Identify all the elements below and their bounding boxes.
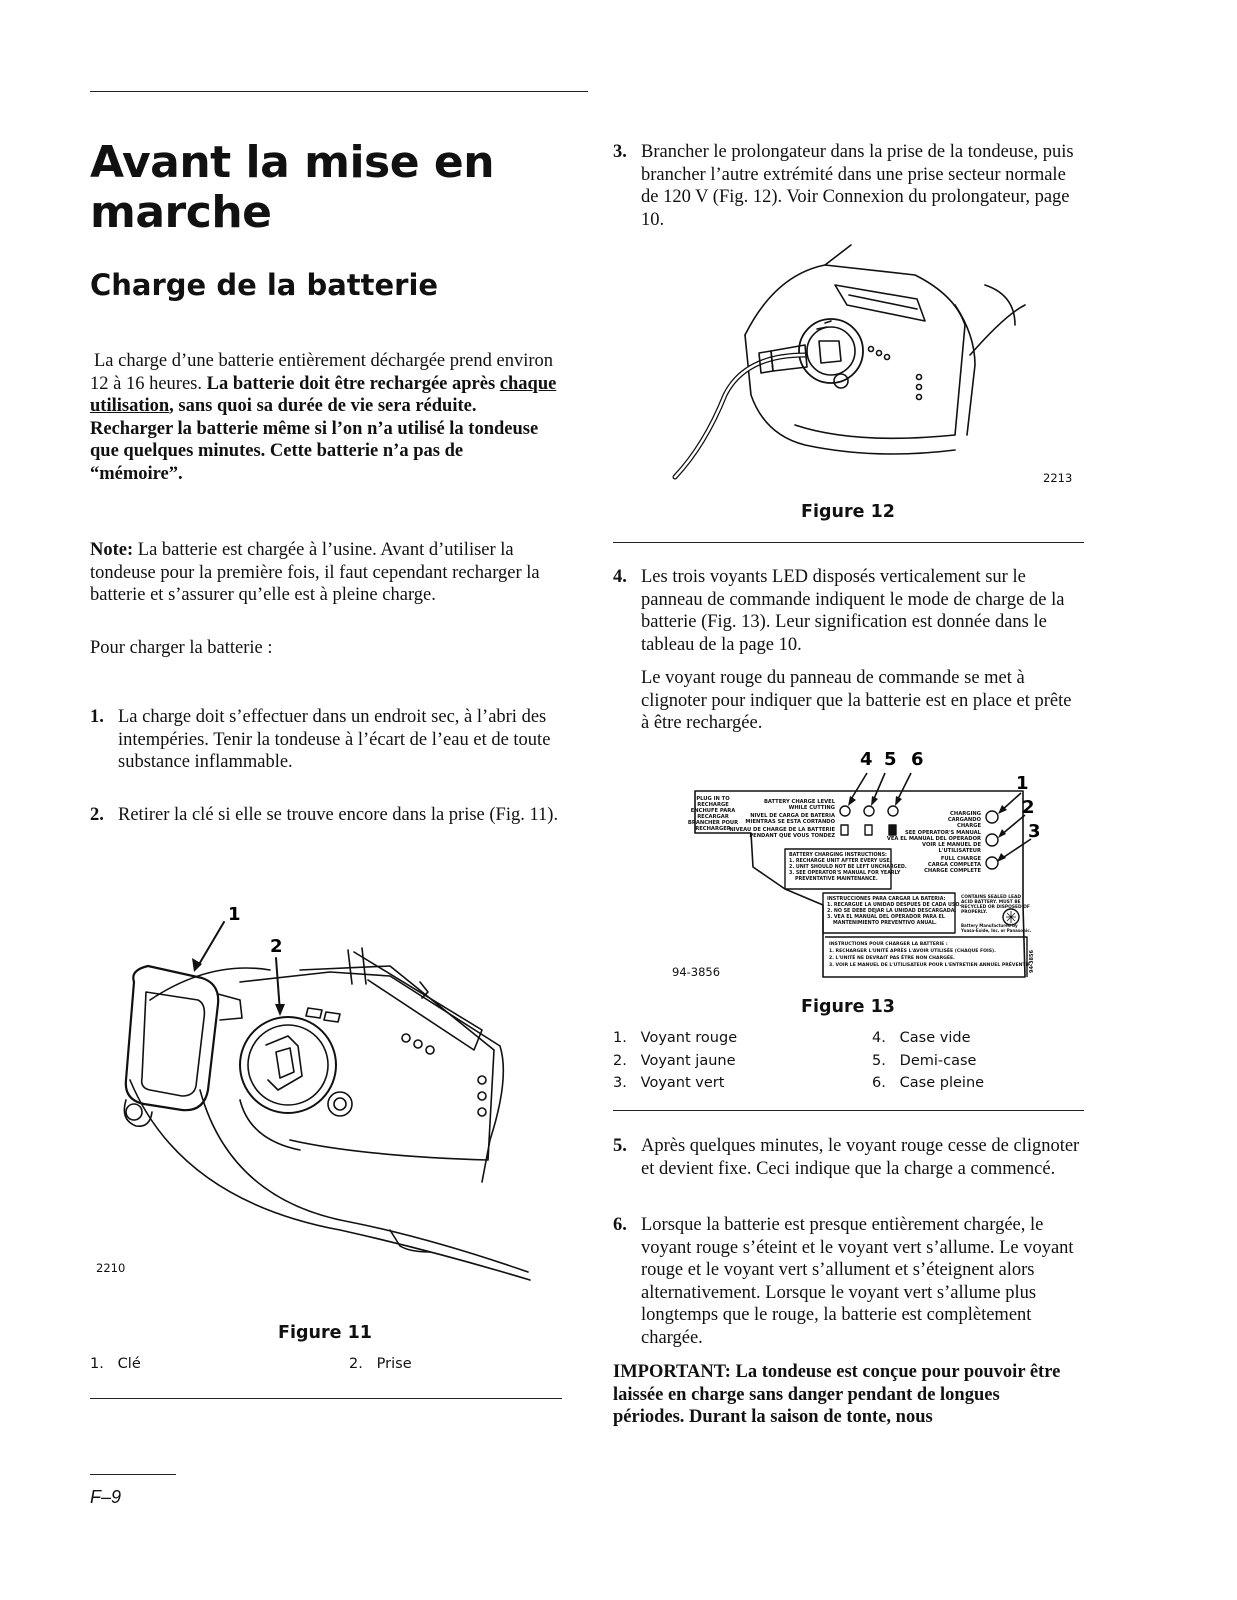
svg-text:PROPERLY.: PROPERLY. <box>961 910 988 915</box>
legend-number: 4. <box>872 1030 886 1046</box>
figure-13-id: 94-3856 <box>672 965 721 979</box>
figure-11-caption: Figure 11 <box>278 1323 372 1343</box>
fig13-callout-4: 4 <box>860 749 873 770</box>
step-number: 6. <box>613 1215 627 1235</box>
svg-text:PENDANT QUE VOUS TONDEZ: PENDANT QUE VOUS TONDEZ <box>749 833 835 839</box>
svg-text:VOIR LE MANUEL DE: VOIR LE MANUEL DE <box>922 842 981 848</box>
important-paragraph: IMPORTANT: La tondeuse est conçue pour pouvoir être laissée en charge sans danger pendant de longues périodes. Durant la saison de tonte, nous <box>613 1362 1061 1427</box>
legend-number: 6. <box>872 1075 886 1091</box>
fig13-bottom-rule <box>613 1110 1084 1111</box>
svg-text:FULL CHARGE: FULL CHARGE <box>940 856 981 862</box>
svg-text:INSTRUCCIONES PARA CARGAR LA B: INSTRUCCIONES PARA CARGAR LA BATERIA: <box>827 897 946 902</box>
legend-label: Voyant jaune <box>640 1052 736 1069</box>
fig13-legend-item <box>872 1050 1082 1073</box>
svg-text:CARGANDO: CARGANDO <box>947 817 981 823</box>
svg-text:PREVENTATIVE MAINTENANCE.: PREVENTATIVE MAINTENANCE. <box>795 877 878 882</box>
svg-text:CHARGING: CHARGING <box>950 811 981 817</box>
svg-text:3. VEA EL MANUAL DEL OPERADOR: 3. VEA EL MANUAL DEL OPERADOR PARA EL <box>827 915 945 920</box>
svg-text:RECHARGE: RECHARGE <box>697 802 729 808</box>
step-number: 4. <box>613 567 627 587</box>
step-3 <box>613 141 1083 233</box>
svg-text:BRANCHER POUR: BRANCHER POUR <box>687 820 739 826</box>
svg-text:RECARGAR: RECARGAR <box>697 814 729 820</box>
svg-text:CARGA COMPLETA: CARGA COMPLETA <box>927 862 981 868</box>
step-number: 2. <box>90 805 104 825</box>
svg-text:BATTERY CHARGE LEVEL: BATTERY CHARGE LEVEL <box>763 799 835 805</box>
figure-13-caption: Figure 13 <box>801 997 895 1017</box>
legend-label: Case pleine <box>899 1075 985 1091</box>
fig11-bottom-rule <box>90 1398 562 1399</box>
intro-bold-a: La batterie doit être rechargée après <box>206 373 500 394</box>
step-2 <box>90 804 560 852</box>
svg-text:PLUG IN TO: PLUG IN TO <box>696 796 730 802</box>
svg-text:WHILE CUTTING: WHILE CUTTING <box>788 805 835 811</box>
intro-bold-b: , sans quoi sa durée de vie sera réduite. Recharger la batterie même si l’on n’a utilisé la tondeuse que quelques minutes. Cette batterie n’a pas de “mémoire”. <box>90 396 539 484</box>
svg-text:3. SEE OPERATOR'S MANUAL FOR Y: 3. SEE OPERATOR'S MANUAL FOR YEARLY <box>789 871 901 876</box>
svg-text:1. RECARGUE LA UNIDAD DESPUES: 1. RECARGUE LA UNIDAD DESPUES DE CADA USO. <box>827 903 962 908</box>
fig13-callout-5: 5 <box>884 749 897 770</box>
fig11-callout-2: 2 <box>270 936 283 957</box>
fig13-legend-item <box>613 1027 833 1050</box>
svg-text:CHARGE COMPLETE: CHARGE COMPLETE <box>924 868 981 874</box>
svg-text:ACID BATTERY. MUST BE: ACID BATTERY. MUST BE <box>961 900 1021 905</box>
fig11-callout-1: 1 <box>228 904 241 925</box>
intro-plain: La charge d’une batterie entièrement déchargée prend environ 12 à 16 heures. <box>90 351 554 394</box>
svg-text:CHARGE: CHARGE <box>957 823 981 829</box>
decal-instructions-fr <box>829 941 1032 968</box>
top-rule <box>90 91 588 92</box>
page-number: F–9 <box>90 1487 122 1507</box>
svg-text:2. UNIT SHOULD NOT BE LEFT UNC: 2. UNIT SHOULD NOT BE LEFT UNCHARGED. <box>789 865 907 870</box>
fig13-legend-right <box>872 1027 1082 1095</box>
step-number: 5. <box>613 1136 627 1156</box>
figure-11-illustration <box>90 900 560 1290</box>
svg-text:BATTERY CHARGING INSTRUCTIONS:: BATTERY CHARGING INSTRUCTIONS: <box>789 853 887 858</box>
fig13-legend-item <box>872 1027 1082 1050</box>
legend-number: 3. <box>613 1075 627 1091</box>
fig13-callout-6: 6 <box>911 749 924 770</box>
note-label: Note: <box>90 540 134 560</box>
figure-11-id: 2210 <box>96 1261 126 1275</box>
svg-text:Battery Manufactured by: Battery Manufactured by <box>961 923 1018 928</box>
step-6 <box>613 1214 1083 1352</box>
svg-text:1. RECHARGE UNIT AFTER EVERY U: 1. RECHARGE UNIT AFTER EVERY USE. <box>789 859 892 864</box>
step-text: Lorsque la batterie est presque entièrement chargée, le voyant rouge s’éteint et le voyant vert s’allume. Le voyant rouge et le voyant vert s’allument et s’éteignent alors alternativement. Lorsque le voyant vert s’allume plus longtemps que le rouge, la batterie est complètement chargée. <box>641 1215 1074 1348</box>
svg-text:3. VOIR LE MANUEL DE L'UTILISA: 3. VOIR LE MANUEL DE L'UTILISATEUR POUR L'ENTRETIEN ANNUEL PRÉVENTIF. <box>829 963 1032 968</box>
step-text: Les trois voyants LED disposés verticalement sur le panneau de commande indiquent le mode de charge de la batterie (Fig. 13). Leur signification est donnée dans le tableau de la page 10. <box>641 567 1065 655</box>
step-text: La charge doit s’effectuer dans un endroit sec, à l’abri des intempéries. Tenir la tondeuse à l’écart de l’eau et de toute substance inflammable. <box>118 707 551 772</box>
svg-text:RECHARGER: RECHARGER <box>695 826 731 832</box>
figure-12-illustration <box>655 245 1075 485</box>
fig12-bottom-rule <box>613 542 1084 543</box>
section-heading: Charge de la batterie <box>90 268 439 302</box>
decal-full-charge <box>924 856 981 874</box>
step-text: Après quelques minutes, le voyant rouge cesse de clignoter et devient fixe. Ceci indique que la charge a commencé. <box>641 1136 1080 1179</box>
fig13-callout-1: 1 <box>1016 773 1029 794</box>
fig13-legend-item <box>613 1050 833 1073</box>
legend-number: 1. <box>613 1030 627 1046</box>
figure-12-caption: Figure 12 <box>801 502 895 522</box>
figure-13-illustration <box>655 745 1075 985</box>
legend-label: Voyant vert <box>640 1075 725 1091</box>
decal-part-number: 94-3856 <box>1029 950 1035 973</box>
step-number: 3. <box>613 142 627 162</box>
legend-label: Case vide <box>899 1030 971 1046</box>
fig11-legend-item <box>90 1353 141 1376</box>
svg-text:1. RECHARGER L'UNITÉ APRÈS L'A: 1. RECHARGER L'UNITÉ APRÈS L'AVOIR UTILISÉE (CHAQUE FOIS). <box>829 949 996 954</box>
fig13-legend-item <box>613 1072 833 1095</box>
fig13-callout-3: 3 <box>1028 821 1041 842</box>
figure-12-id: 2213 <box>1043 471 1073 485</box>
svg-text:SEE OPERATOR'S MANUAL: SEE OPERATOR'S MANUAL <box>905 830 981 836</box>
step-1 <box>90 706 560 776</box>
legend-label: Demi-case <box>899 1052 977 1069</box>
step-text: Retirer la clé si elle se trouve encore dans la prise (Fig. 11). <box>118 805 559 825</box>
svg-text:L'UTILISATEUR: L'UTILISATEUR <box>938 848 981 854</box>
decal-see-manual <box>887 830 982 854</box>
step-number: 1. <box>90 707 104 727</box>
fig13-callout-2: 2 <box>1022 797 1035 818</box>
legend-number: 5. <box>872 1052 886 1069</box>
step-5 <box>613 1135 1083 1205</box>
svg-text:MIENTRAS SE ESTA CORTANDO: MIENTRAS SE ESTA CORTANDO <box>745 819 835 825</box>
legend-label: Voyant rouge <box>640 1030 738 1046</box>
svg-text:ENCHUFE PARA: ENCHUFE PARA <box>690 808 736 814</box>
note-paragraph <box>90 539 560 607</box>
step-4 <box>613 566 1083 733</box>
step-text: Brancher le prolongateur dans la prise de la tondeuse, puis brancher l’autre extrémité dans une prise secteur normale de 120 V (Fig. 12). Voir Connexion du prolongateur, page 10. <box>641 142 1074 230</box>
svg-text:2. NO SE DEBE DEJAR LA UNIDAD: 2. NO SE DEBE DEJAR LA UNIDAD DESCARGADA. <box>827 909 957 914</box>
svg-text:RECYCLED OR DISPOSED OF: RECYCLED OR DISPOSED OF <box>961 905 1030 910</box>
svg-text:INSTRUCTIONS POUR CHARGER LA B: INSTRUCTIONS POUR CHARGER LA BATTERIE : <box>829 942 948 947</box>
legend-number: 2. <box>349 1356 363 1372</box>
svg-text:VEA EL MANUAL DEL OPERADOR: VEA EL MANUAL DEL OPERADOR <box>886 836 981 842</box>
fig13-legend-item <box>872 1072 1082 1095</box>
legend-number: 2. <box>613 1052 627 1069</box>
fig11-legend-item <box>349 1353 412 1376</box>
svg-text:MANTENIMIENTO PREVENTIVO ANUAL: MANTENIMIENTO PREVENTIVO ANUAL. <box>833 921 937 926</box>
decal-charging <box>948 811 982 829</box>
step-text-continued: Le voyant rouge du panneau de commande se met à clignoter pour indiquer que la batterie est en place et prête à être rechargée. <box>641 668 1072 733</box>
intro-paragraph <box>90 350 560 485</box>
legend-label: Prise <box>376 1356 412 1372</box>
charge-intro: Pour charger la batterie : <box>90 638 273 658</box>
decal-sealed-lead <box>961 894 1030 915</box>
svg-text:CONTAINS SEALED LEAD: CONTAINS SEALED LEAD <box>961 895 1022 900</box>
decal-instructions-en <box>789 852 907 882</box>
svg-text:NIVEAU DE CHARGE DE LA BATTERI: NIVEAU DE CHARGE DE LA BATTERIE <box>729 827 835 833</box>
footer-rule <box>90 1474 176 1475</box>
fig13-legend-left <box>613 1027 833 1095</box>
note-text: La batterie est chargée à l’usine. Avant d’utiliser la tondeuse pour la première fois, il faut cependant recharger la batterie et s’assurer qu’elle est à pleine charge. <box>90 540 540 605</box>
decal-instructions-es <box>827 896 961 926</box>
svg-text:NIVEL DE CARGA DE BATERIA: NIVEL DE CARGA DE BATERIA <box>750 813 835 819</box>
intro-bold-underlined: chaque utilisation <box>90 373 557 416</box>
decal-manufacturer <box>960 923 1032 933</box>
svg-text:Yuasa-Exide, Inc. or Panasonic: Yuasa-Exide, Inc. or Panasonic. <box>961 928 1032 933</box>
legend-label: Clé <box>117 1356 141 1372</box>
svg-text:2. L'UNITÉ NE DEVRAIT PAS ÊTRE: 2. L'UNITÉ NE DEVRAIT PAS ÊTRE NON CHARGÉE. <box>829 956 955 961</box>
legend-number: 1. <box>90 1356 104 1372</box>
page-title: Avant la mise en marche <box>90 137 495 238</box>
